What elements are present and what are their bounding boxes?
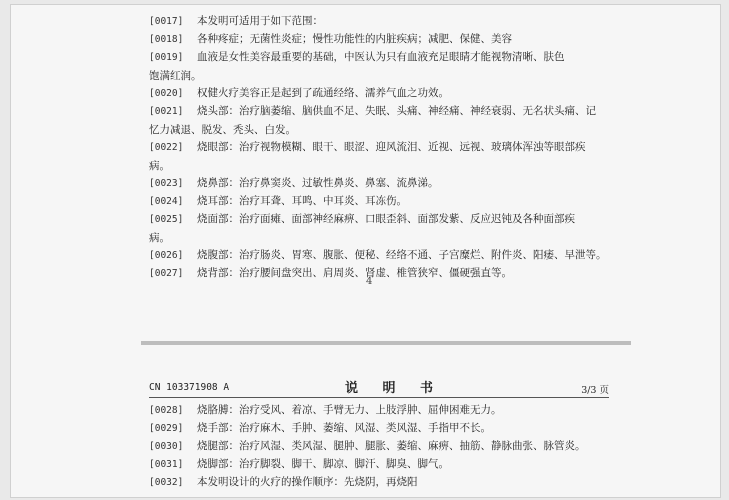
- paragraph-0026: [149, 246, 607, 265]
- paragraph-number: [0022]: [149, 142, 184, 153]
- paragraph-number: [0023]: [149, 178, 184, 189]
- paragraph-text: 烧胳膊：治疗受风、着凉、手臂无力、上肢浮肿、屈伸困难无力。: [197, 404, 502, 416]
- paragraph-number: [0027]: [149, 268, 184, 279]
- paragraph-text-continued: 忆力减退、脱发、秃头、白发。: [149, 124, 296, 136]
- paragraph-number: [0030]: [149, 441, 184, 452]
- paragraph-0031: [149, 455, 604, 474]
- paragraph-number: [0019]: [149, 52, 184, 63]
- document-frame: [10, 4, 721, 498]
- paragraph-number: [0018]: [149, 34, 184, 45]
- paragraph-number: [0025]: [149, 214, 184, 225]
- paragraph-text: 权健火疗美容正是起到了疏通经络、濡养气血之功效。: [197, 87, 449, 99]
- paragraph-0020: [149, 84, 604, 103]
- paragraph-number: [0021]: [149, 106, 184, 117]
- paragraph-text: 烧脚部：治疗脚裂、脚干、脚凉、脚汗、脚臭、脚气。: [197, 458, 449, 470]
- paragraph-0022: [149, 138, 604, 176]
- paragraph-number: [0017]: [149, 16, 184, 27]
- paragraph-number: [0026]: [149, 250, 184, 261]
- paragraph-text-continued: 病。: [149, 232, 170, 244]
- paragraph-0029: [149, 419, 604, 438]
- paragraph-0019: [149, 48, 604, 86]
- paragraph-0025: [149, 210, 604, 248]
- paragraph-0021: [149, 102, 604, 140]
- paragraph-0028: [149, 401, 604, 420]
- patent-number: CN 103371908 A: [149, 382, 230, 393]
- paragraph-text: 烧头部：治疗脑萎缩、脑供血不足、失眠、头痛、神经痛、神经衰弱、无名状头痛、记: [197, 105, 596, 117]
- paragraph-text: 血液是女性美容最重要的基础，中医认为只有血液充足眼睛才能视物清晰、肤色: [197, 51, 565, 63]
- paragraph-text-continued: 病。: [149, 160, 170, 172]
- paragraph-text: 烧背部：治疗腰间盘突出、肩周炎、肾虚、椎管狭窄、僵硬强直等。: [197, 267, 512, 279]
- paragraph-0017: [149, 12, 604, 31]
- paragraph-text: 各种疼症；无菌性炎症；慢性功能性的内脏疾病；减肥、保健、美容: [197, 33, 512, 45]
- paragraph-text: 烧耳部：治疗耳聋、耳鸣、中耳炎、耳冻伤。: [197, 195, 407, 207]
- paragraph-text-continued: 饱满红润。: [149, 70, 202, 82]
- paragraph-0023: [149, 174, 604, 193]
- page-header: [149, 377, 609, 398]
- paragraph-number: [0029]: [149, 423, 184, 434]
- paragraph-text: 本发明可适用于如下范围：: [197, 15, 323, 27]
- page-info: 3/3 页: [581, 385, 609, 396]
- paragraph-number: [0020]: [149, 88, 184, 99]
- paragraph-text: 烧面部：治疗面瘫、面部神经麻痹、口眼歪斜、面部发紫、反应迟钝及各种面部疾: [197, 213, 575, 225]
- paragraph-number: [0032]: [149, 477, 184, 488]
- paragraph-number: [0031]: [149, 459, 184, 470]
- paragraph-0024: [149, 192, 604, 211]
- paragraph-text: 烧手部：治疗麻木、手肿、萎缩、风湿、类风湿、手指甲不长。: [197, 422, 491, 434]
- paragraph-0018: [149, 30, 604, 49]
- paragraph-text: 烧鼻部：治疗鼻窦炎、过敏性鼻炎、鼻塞、流鼻涕。: [197, 177, 439, 189]
- paragraph-number: [0024]: [149, 196, 184, 207]
- paragraph-text: 本发明设计的火疗的操作顺序：先烧阴，再烧阳: [197, 476, 418, 488]
- paragraph-text: 烧腹部：治疗肠炎、胃寒、腹胀、便秘、经络不通、子宫糜烂、附件炎、阳痿、早泄等。: [197, 249, 607, 261]
- document-title: 说 明 书: [345, 381, 444, 396]
- page-number: 4: [366, 276, 373, 287]
- paragraph-0027: [149, 264, 604, 283]
- paragraph-text: 烧腿部：治疗风湿、类风湿、腿肿、腿胀、萎缩、麻痹、抽筋、静脉曲张、脉管炎。: [197, 440, 586, 452]
- page-divider: [141, 341, 631, 345]
- paragraph-text: 烧眼部：治疗视物模糊、眼干、眼涩、迎风流泪、近视、远视、玻璃体浑浊等眼部疾: [197, 141, 586, 153]
- paragraph-0030: [149, 437, 604, 456]
- paragraph-number: [0028]: [149, 405, 184, 416]
- paragraph-0032: [149, 473, 604, 492]
